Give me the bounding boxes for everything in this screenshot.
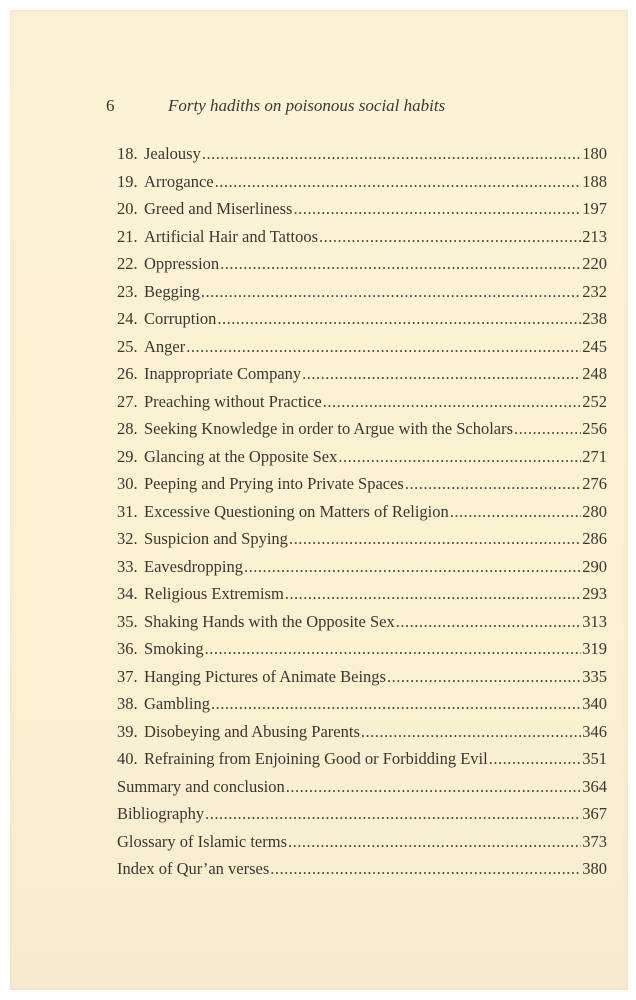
entry-page: 290 xyxy=(582,556,607,576)
entry-number: 38. xyxy=(117,694,138,713)
dot-leader xyxy=(387,663,581,691)
toc-entry xyxy=(117,553,607,581)
toc-entry xyxy=(117,498,607,526)
entry-page: 245 xyxy=(582,336,607,356)
entry-number: 34. xyxy=(117,584,138,603)
toc-entry-backmatter xyxy=(117,800,607,828)
entry-title: Gambling xyxy=(144,694,210,713)
entry-title: Begging xyxy=(144,281,200,301)
dot-leader xyxy=(289,525,581,553)
dot-leader xyxy=(202,140,581,168)
entry-page: 293 xyxy=(582,584,607,603)
entry-number: 22. xyxy=(117,254,138,273)
running-head xyxy=(106,96,445,116)
entry-title: Preaching without Practice xyxy=(144,391,322,411)
toc-entry xyxy=(117,168,607,196)
dot-leader xyxy=(293,195,581,223)
entry-page: 256 xyxy=(582,419,607,438)
entry-title: Glancing at the Opposite Sex xyxy=(144,446,338,466)
entry-title: Excessive Questioning on Matters of Religion xyxy=(144,501,449,521)
entry-page: 313 xyxy=(582,611,607,631)
toc-entry xyxy=(117,333,607,361)
entry-title: Disobeying and Abusing Parents xyxy=(144,721,360,741)
toc-entry xyxy=(117,470,607,498)
entry-page: 346 xyxy=(582,721,607,741)
entry-number: 27. xyxy=(117,391,138,411)
dot-leader xyxy=(217,305,581,333)
toc-entry-backmatter xyxy=(117,773,607,801)
dot-leader xyxy=(319,223,581,251)
entry-page: 197 xyxy=(582,199,607,218)
entry-number: 18. xyxy=(117,144,138,163)
entry-number: 36. xyxy=(117,639,138,658)
entry-number: 35. xyxy=(117,611,138,631)
toc-entry xyxy=(117,690,607,718)
entry-page: 280 xyxy=(582,501,607,521)
entry-title: Smoking xyxy=(144,639,204,658)
toc-entry xyxy=(117,140,607,168)
toc-entry xyxy=(117,580,607,608)
entry-title: Anger xyxy=(144,336,186,356)
toc-entry xyxy=(117,525,607,553)
entry-page: 220 xyxy=(582,254,607,273)
dot-leader xyxy=(270,855,581,883)
dot-leader xyxy=(361,718,581,746)
toc-entry-backmatter xyxy=(117,828,607,856)
entry-page: 373 xyxy=(582,831,607,851)
toc-entry xyxy=(117,360,607,388)
dot-leader xyxy=(186,333,581,361)
dot-leader xyxy=(338,443,581,471)
dot-leader xyxy=(286,773,582,801)
dot-leader xyxy=(450,498,582,526)
entry-page: 252 xyxy=(582,391,607,411)
toc-entry xyxy=(117,443,607,471)
entry-title: Peeping and Prying into Private Spaces xyxy=(144,474,404,493)
entry-number: 29. xyxy=(117,446,138,466)
entry-number: 21. xyxy=(117,226,138,246)
entry-number: 26. xyxy=(117,364,138,383)
entry-title: Suspicion and Spying xyxy=(144,529,288,548)
entry-title: Refraining from Enjoining Good or Forbidding Evil xyxy=(144,749,488,768)
entry-page: 335 xyxy=(582,666,607,686)
entry-title: Summary and conclusion xyxy=(117,776,285,796)
toc-entry xyxy=(117,278,607,306)
entry-title: Glossary of Islamic terms xyxy=(117,831,288,851)
entry-title: Arrogance xyxy=(144,171,214,191)
entry-number: 24. xyxy=(117,309,138,328)
entry-page: 188 xyxy=(582,171,607,191)
entry-title: Seeking Knowledge in order to Argue with the Scholars xyxy=(144,419,514,438)
entry-title: Shaking Hands with the Opposite Sex xyxy=(144,611,395,631)
toc-entry xyxy=(117,745,607,773)
entry-title: Bibliography xyxy=(117,804,205,823)
toc-entry xyxy=(117,608,607,636)
entry-page: 364 xyxy=(582,776,607,796)
entry-title: Artificial Hair and Tattoos xyxy=(144,226,319,246)
entry-page: 238 xyxy=(582,309,607,328)
entry-page: 213 xyxy=(582,226,607,246)
page-number: 6 xyxy=(106,96,115,115)
entry-page: 351 xyxy=(582,749,607,768)
toc-entry xyxy=(117,195,607,223)
entry-title: Oppression xyxy=(144,254,220,273)
entry-number: 20. xyxy=(117,199,138,218)
entry-number: 39. xyxy=(117,721,138,741)
toc-entry xyxy=(117,415,607,443)
dot-leader xyxy=(205,635,582,663)
dot-leader xyxy=(244,553,581,581)
toc-entry xyxy=(117,718,607,746)
entry-number: 32. xyxy=(117,529,138,548)
toc-entry xyxy=(117,388,607,416)
entry-title: Jealousy xyxy=(144,144,201,163)
entry-number: 31. xyxy=(117,501,138,521)
dot-leader xyxy=(288,828,581,856)
dot-leader xyxy=(201,278,581,306)
entry-page: 180 xyxy=(582,144,607,163)
entry-page: 340 xyxy=(582,694,607,713)
entry-page: 271 xyxy=(582,446,607,466)
dot-leader xyxy=(396,608,582,636)
dot-leader xyxy=(323,388,581,416)
dot-leader xyxy=(405,470,581,498)
entry-number: 25. xyxy=(117,336,138,356)
toc-entry-backmatter xyxy=(117,855,607,883)
entry-title: Hanging Pictures of Animate Beings xyxy=(144,666,386,686)
toc-entry xyxy=(117,635,607,663)
toc-entry xyxy=(117,223,607,251)
book-page xyxy=(10,10,628,990)
entry-number: 33. xyxy=(117,556,138,576)
entry-number: 19. xyxy=(117,171,138,191)
entry-title: Eavesdropping xyxy=(144,556,243,576)
entry-page: 380 xyxy=(582,859,607,878)
dot-leader xyxy=(215,168,582,196)
dot-leader xyxy=(489,745,582,773)
entry-page: 248 xyxy=(582,364,607,383)
toc-entry xyxy=(117,250,607,278)
entry-page: 286 xyxy=(582,529,607,548)
dot-leader xyxy=(205,800,581,828)
dot-leader xyxy=(514,415,581,443)
entry-page: 232 xyxy=(582,281,607,301)
entry-title: Inappropriate Company xyxy=(144,364,302,383)
entry-number: 23. xyxy=(117,281,138,301)
dot-leader xyxy=(285,580,581,608)
entry-page: 367 xyxy=(582,804,607,823)
table-of-contents xyxy=(117,140,607,883)
entry-number: 30. xyxy=(117,474,138,493)
entry-title: Greed and Miserliness xyxy=(144,199,293,218)
entry-number: 40. xyxy=(117,749,138,768)
toc-entry xyxy=(117,305,607,333)
entry-number: 28. xyxy=(117,419,138,438)
dot-leader xyxy=(220,250,581,278)
book-title: Forty hadiths on poisonous social habits xyxy=(168,96,446,115)
dot-leader xyxy=(211,690,581,718)
entry-title: Index of Qur’an verses xyxy=(117,859,270,878)
entry-number: 37. xyxy=(117,666,138,686)
toc-entry xyxy=(117,663,607,691)
entry-page: 319 xyxy=(582,639,607,658)
entry-page: 276 xyxy=(582,474,607,493)
entry-title: Religious Extremism xyxy=(144,584,284,603)
dot-leader xyxy=(302,360,581,388)
entry-title: Corruption xyxy=(144,309,217,328)
